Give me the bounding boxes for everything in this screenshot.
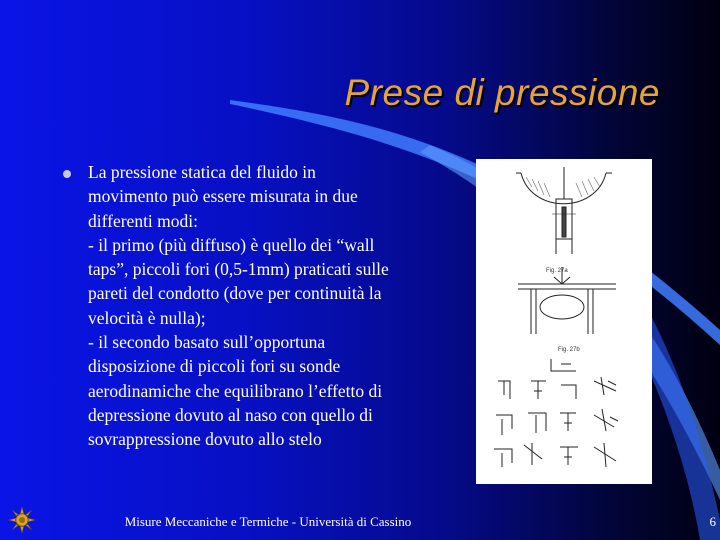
pressure-taps-diagram xyxy=(476,159,652,484)
body-line: disposizione di piccoli fori su sonde xyxy=(88,356,341,377)
figure-label: Fig. 27b xyxy=(558,347,580,353)
pressure-taps-figure xyxy=(476,159,652,484)
slide-title: Prese di pressione xyxy=(344,72,660,113)
body-line: pareti del condotto (dove per continuità la xyxy=(88,283,382,304)
body-line: La pressione statica del fluido in xyxy=(88,162,316,182)
body-line: - il primo (più diffuso) è quello dei “wall xyxy=(88,234,375,255)
body-text xyxy=(88,160,448,452)
page-number: 6 xyxy=(709,514,716,529)
body-line: sovrappressione dovuto allo stelo xyxy=(88,429,322,450)
body-line: taps”, piccoli fori (0,5-1mm) praticati sulle xyxy=(88,259,389,280)
body-line: - il secondo basato sull’opportuna xyxy=(88,332,326,353)
sun-logo-icon xyxy=(8,506,36,534)
body-line: movimento può essere misurata in due xyxy=(88,186,358,207)
footer-text: Misure Meccaniche e Termiche - Università di Cassino xyxy=(124,514,412,529)
body-line: differenti modi: xyxy=(88,210,198,231)
body-line: velocità è nulla); xyxy=(88,307,206,328)
figure-label: Fig. 27a xyxy=(546,268,568,274)
bullet-icon xyxy=(63,170,71,178)
body-line: aerodinamiche che equilibrano l’effetto di xyxy=(88,380,383,401)
body-line: depressione dovuto al naso con quello di xyxy=(88,404,373,425)
